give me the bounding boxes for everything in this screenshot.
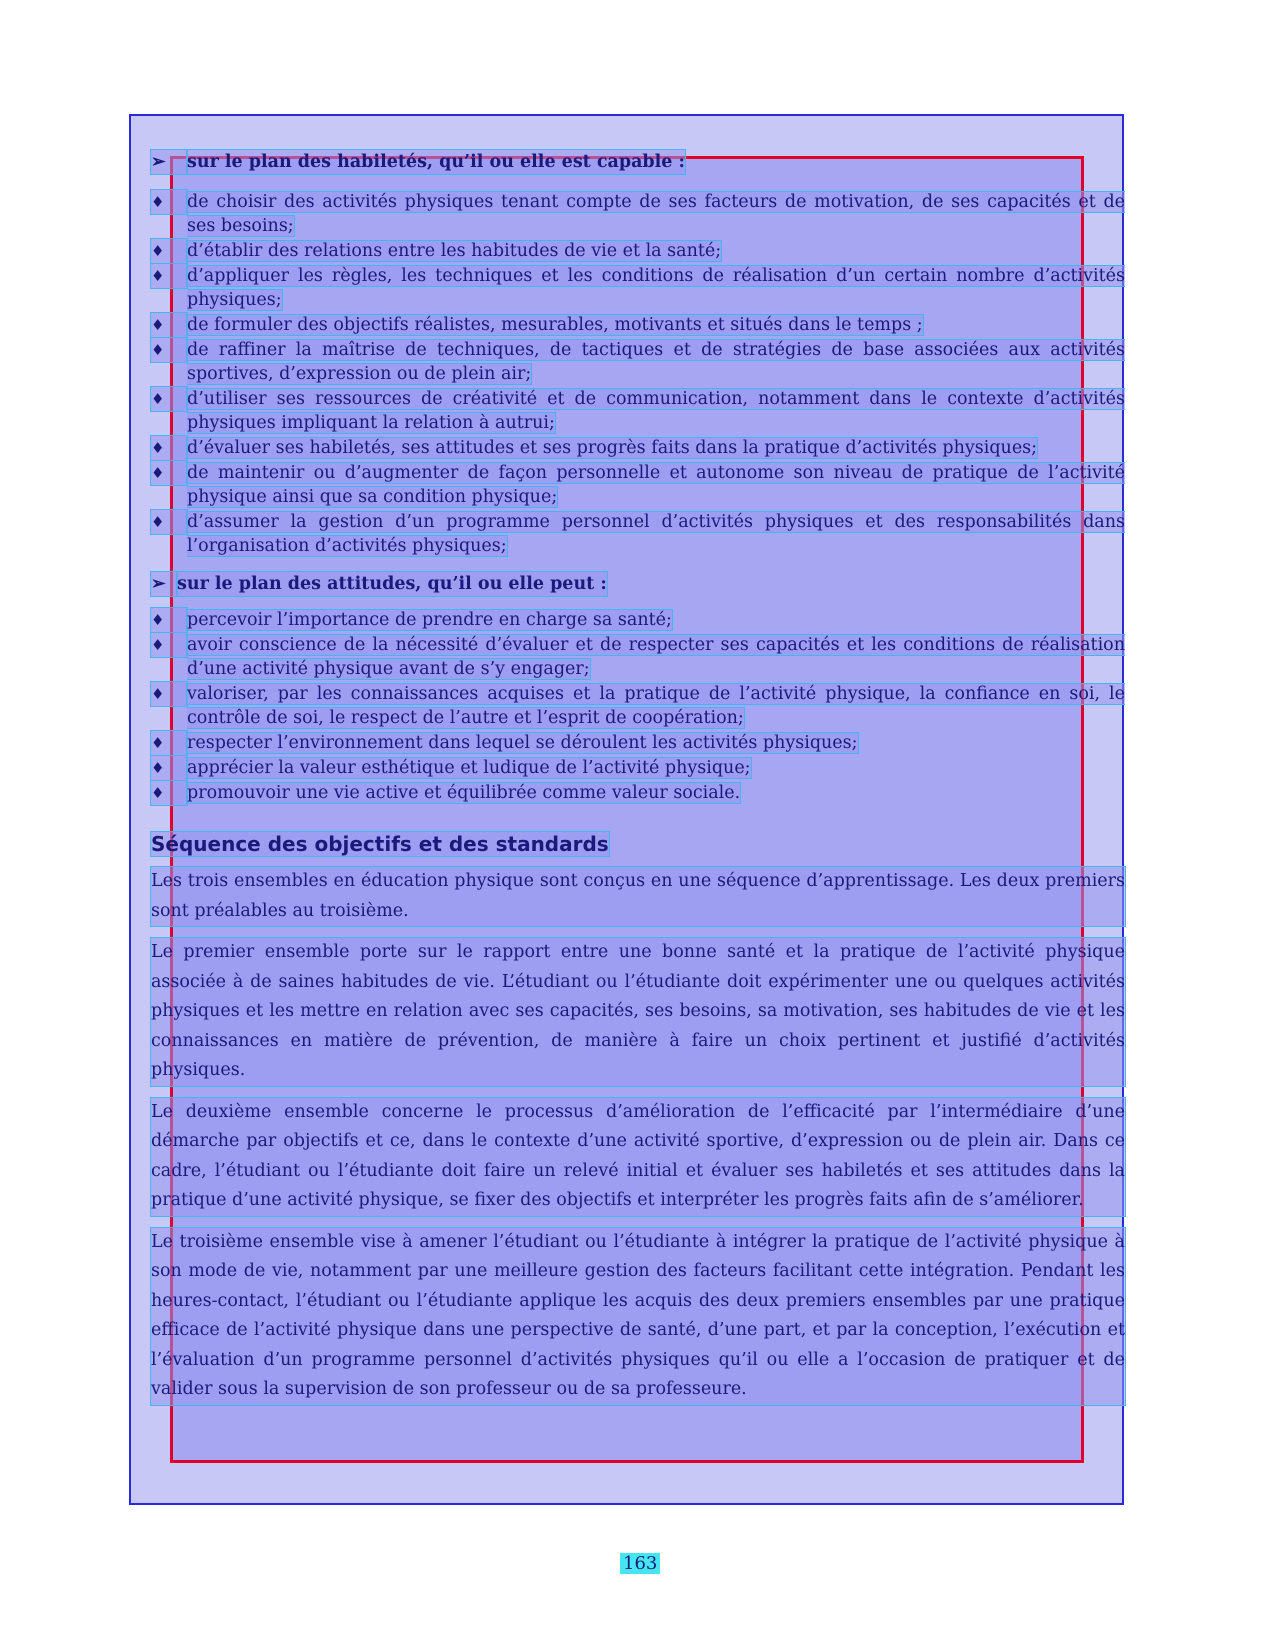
list-item-text: d’établir des relations entre les habitudes de vie et la santé;	[187, 241, 722, 261]
section-paragraph: Le premier ensemble porte sur le rapport entre une bonne santé et la pratique de l’activité physique associée à de saines habitudes de vie. L’étudiant ou l’étudiante doit expérimenter une ou quelques activités physiques et les mettre en relation avec ses capacités, ses besoins, sa motivation, ses habitudes de vie et les connaissances en matière de prévention, de manière à faire un choix pertinent et justifié d’activités physiques.	[151, 938, 1125, 1086]
attitudes-heading-text: sur le plan des attitudes, qu’il ou elle peut :	[177, 574, 607, 594]
list-item-text: respecter l’environnement dans lequel se déroulent les activités physiques;	[187, 733, 858, 753]
list-item	[151, 239, 1125, 263]
list-item-text: d’appliquer les règles, les techniques et les conditions de réalisation d’un certain nombre d’activités physiques;	[187, 266, 1125, 310]
section-title	[151, 831, 1125, 857]
page-content	[151, 150, 1125, 1405]
list-item	[151, 264, 1125, 312]
list-item-text: d’utiliser ses ressources de créativité et de communication, notamment dans le contexte d’activités physiques impliquant la relation à autrui;	[187, 389, 1125, 433]
diamond-bullet-icon: ♦	[151, 781, 187, 805]
habiletes-heading-text: sur le plan des habiletés, qu’il ou elle est capable :	[187, 152, 685, 172]
section-title-text: Séquence des objectifs et des standards	[151, 832, 609, 856]
section-paragraph: Le troisième ensemble vise à amener l’étudiant ou l’étudiante à intégrer la pratique de l’activité physique à son mode de vie, notamment par une meilleure gestion des facteurs facilitant cette intégration. Pendant les heures-contact, l’étudiant ou l’étudiante applique les acquis des deux premiers ensembles par une pratique efficace de l’activité physique dans une perspective de santé, d’une part, et par la conception, l’exécution et l’évaluation d’un programme personnel d’activités physiques qu’il ou elle a l’occasion de pratiquer et de valider sous la supervision de son professeur ou de sa professeure.	[151, 1228, 1125, 1405]
diamond-bullet-icon: ♦	[151, 239, 187, 263]
diamond-bullet-icon: ♦	[151, 264, 187, 288]
list-item-text: avoir conscience de la nécessité d’évaluer et de respecter ses capacités et les conditions de réalisation d’une activité physique avant de s’y engager;	[187, 635, 1125, 679]
habiletes-list	[151, 190, 1125, 558]
diamond-bullet-icon: ♦	[151, 731, 187, 755]
section-paragraph: Les trois ensembles en éducation physique sont conçus en une séquence d’apprentissage. Les deux premiers sont préalables au troisième.	[151, 867, 1125, 926]
list-item	[151, 756, 1125, 780]
diamond-bullet-icon: ♦	[151, 313, 187, 337]
list-item	[151, 436, 1125, 460]
section-paragraphs	[151, 867, 1125, 1405]
list-item-text: de choisir des activités physiques tenant compte de ses facteurs de motivation, de ses capacités et de ses besoins;	[187, 192, 1125, 236]
list-item	[151, 461, 1125, 509]
list-item	[151, 190, 1125, 238]
arrow-bullet-icon: ➢	[151, 150, 187, 174]
attitudes-heading	[151, 572, 1125, 596]
diamond-bullet-icon: ♦	[151, 608, 187, 632]
diamond-bullet-icon: ♦	[151, 461, 187, 485]
list-item-text: apprécier la valeur esthétique et ludique de l’activité physique;	[187, 758, 751, 778]
arrow-bullet-icon: ➢	[151, 572, 177, 596]
diamond-bullet-icon: ♦	[151, 190, 187, 214]
habiletes-heading	[151, 150, 1125, 174]
diamond-bullet-icon: ♦	[151, 682, 187, 706]
list-item	[151, 781, 1125, 805]
list-item	[151, 510, 1125, 558]
list-item-text: d’assumer la gestion d’un programme personnel d’activités physiques et des responsabilités dans l’organisation d’activités physiques;	[187, 512, 1125, 556]
list-item-text: de maintenir ou d’augmenter de façon personnelle et autonome son niveau de pratique de l’activité physique ainsi que sa condition physique;	[187, 463, 1125, 507]
list-item	[151, 387, 1125, 435]
list-item	[151, 682, 1125, 730]
list-item	[151, 633, 1125, 681]
diamond-bullet-icon: ♦	[151, 387, 187, 411]
diamond-bullet-icon: ♦	[151, 633, 187, 657]
list-item-text: de raffiner la maîtrise de techniques, de tactiques et de stratégies de base associées aux activités sportives, d’expression ou de plein air;	[187, 340, 1125, 384]
diamond-bullet-icon: ♦	[151, 756, 187, 780]
list-item-text: promouvoir une vie active et équilibrée comme valeur sociale.	[187, 783, 741, 803]
list-item-text: percevoir l’importance de prendre en charge sa santé;	[187, 610, 672, 630]
list-item	[151, 731, 1125, 755]
diamond-bullet-icon: ♦	[151, 436, 187, 460]
diamond-bullet-icon: ♦	[151, 510, 187, 534]
list-item	[151, 313, 1125, 337]
list-item-text: de formuler des objectifs réalistes, mesurables, motivants et situés dans le temps ;	[187, 315, 923, 335]
list-item-text: valoriser, par les connaissances acquises et la pratique de l’activité physique, la confiance en soi, le contrôle de soi, le respect de l’autre et l’esprit de coopération;	[187, 684, 1125, 728]
page-number: 163	[620, 1553, 660, 1574]
list-item-text: d’évaluer ses habiletés, ses attitudes et ses progrès faits dans la pratique d’activités physiques;	[187, 438, 1038, 458]
diamond-bullet-icon: ♦	[151, 338, 187, 362]
attitudes-list	[151, 608, 1125, 805]
list-item	[151, 608, 1125, 632]
section-paragraph: Le deuxième ensemble concerne le processus d’amélioration de l’efficacité par l’intermédiaire d’une démarche par objectifs et ce, dans le contexte d’une activité sportive, d’expression ou de plein air. Dans ce cadre, l’étudiant ou l’étudiante doit faire un relevé initial et évaluer ses habiletés et ses attitudes dans la pratique d’une activité physique, se fixer des objectifs et interpréter les progrès faits afin de s’améliorer.	[151, 1098, 1125, 1216]
list-item	[151, 338, 1125, 386]
